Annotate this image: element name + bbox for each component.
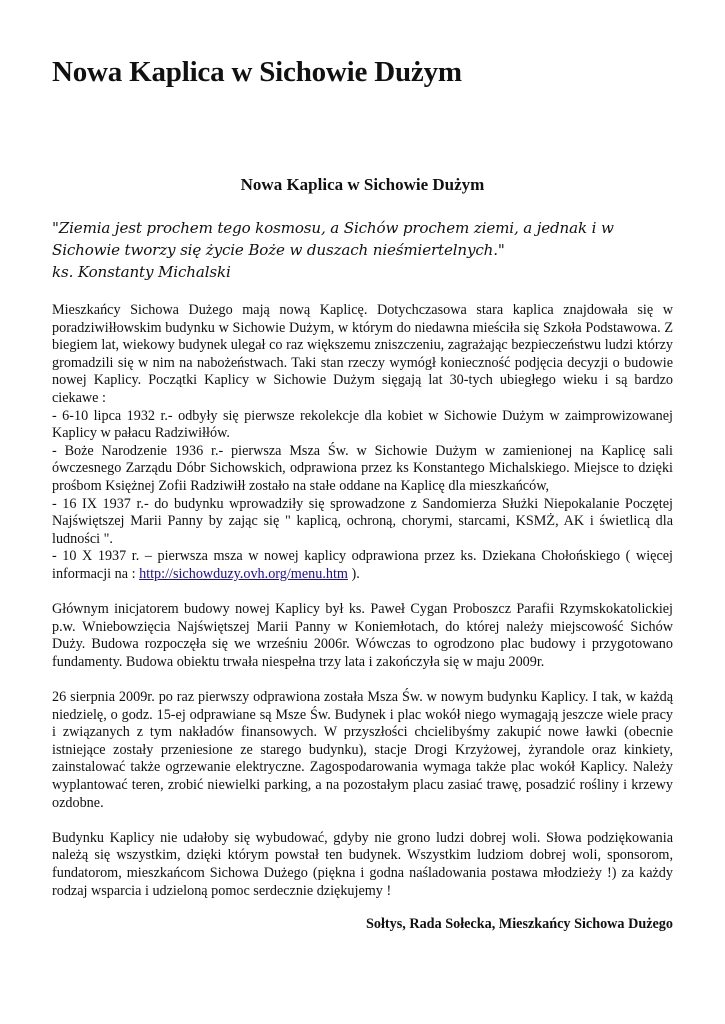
motto-quote — [52, 217, 673, 283]
article-body — [52, 302, 673, 900]
history-item-1936: - Boże Narodzenie 1936 r.- pierwsza Msza Św. w Sichowie Dużym w zamienionej na Kaplicę sali ówczesnego Zarządu Dóbr Sichowskich, odprawiona przez ks Konstantego Michalskiego. Miejsce to dzięki prośbom Księżnej Zofii Radziwiłł zostało na stałe oddane na Kaplicę dla mieszkańców, — [52, 442, 673, 494]
history-item-1937-oct — [52, 548, 673, 583]
construction-paragraph: Głównym inicjatorem budowy nowej Kaplicy był ks. Paweł Cygan Proboszcz Parafii Rzymskokatolickiej p.w. Wniebowzięcia Najświętszej Marii Panny w Koniemłotach, do której należy miejscowość Sichów Duży. Budowa rozpoczęła się we wrześniu 2006r. Wówczas to ogrodzono plac budowy i przygotowano fundamenty. Budowa obiektu trwała niespełna trzy lata i zakończyła się w maju 2009r. — [52, 601, 673, 670]
history-item-1937-oct-end: ). — [347, 565, 360, 582]
signature: Sołtys, Rada Sołecka, Mieszkańcy Sichowa Dużego — [365, 916, 673, 933]
history-item-1937-oct-text: - 10 X 1937 r. – pierwsza msza w nowej kaplicy odprawiona przez ks. Dziekana Chołońskiego ( więcej informacji na : — [52, 548, 673, 582]
history-intro: Mieszkańcy Sichowa Dużego mają nową Kaplicę. Dotychczasowa stara kaplica znajdowała się w poradziwiłłowskim budynku w Sichowie Dużym, w którym do niedawna mieściła się Szkoła Podstawowa. Z biegiem lat, wiekowy budynek ulegał co raz większemu zniszczeniu, zagrażając bezpieczeństwu ludzi którzy gromadzili się w nim na nabożeństwach. Taki stan rzeczy wymógł konieczność podjęcia decyzji o budowie nowej Kaplicy. Początki Kaplicy w Sichowie Dużym sięgają lat 30-tych ubiegłego wieku i są bardzo ciekawe : — [52, 302, 673, 406]
quote-line-2: Sichowie tworzy się życie Boże w duszach nieśmiertelnych." — [52, 241, 505, 259]
history-item-1937-sept: - 16 IX 1937 r.- do budynku wprowadziły się sprowadzone z Sandomierza Służki Niepokalanie Poczętej Najświętszej Marii Panny by zając się " kaplicą, ochroną, chorymi, starcami, KSMŻ, AK i świetlicą dla ludności ". — [52, 495, 673, 547]
page-title: Nowa Kaplica w Sichowie Dużym — [52, 56, 462, 88]
quote-author: ks. Konstanty Michalski — [52, 263, 231, 281]
menu-link[interactable]: http://sichowduzy.ovh.org/menu.htm — [139, 565, 348, 582]
history-paragraph — [52, 302, 673, 584]
thanks-paragraph: Budynku Kaplicy nie udałoby się wybudować, gdyby nie grono ludzi dobrej woli. Słowa podziękowania należą się wszystkim, dzięki którym powstał ten budynek. Wszystkim ludziom dobrej woli, sponsorom, fundatorom, mieszkańcom Sichowa Dużego (piękna i godna naśladowania postawa młodzieży !) za każdy rodzaj wsparcia i udzieloną pomoc serdecznie dziękujemy ! — [52, 829, 673, 899]
quote-line-1: "Ziemia jest prochem tego kosmosu, a Sichów prochem ziemi, a jednak i w — [52, 219, 614, 237]
history-item-1932: - 6-10 lipca 1932 r.- odbyły się pierwsze rekolekcje dla kobiet w Sichowie Dużym w zaimprowizowanej Kaplicy w pałacu Radziwiłłów. — [52, 407, 673, 442]
consecration-paragraph: 26 sierpnia 2009r. po raz pierwszy odprawiona została Msza Św. w nowym budynku Kaplicy. I tak, w każdą niedzielę, o godz. 15-ej odprawiane są Msze Św. Budynek i plac wokół niego wymagają jeszcze wiele pracy i związanych z tym nakładów finansowych. W przyszłości chcielibyśmy zakupić nowe ławki (obecnie istniejące zostały przeniesione ze starego budynku), stacje Drogi Krzyżowej, żyrandole oraz kinkiety, zainstalować także ogrzewanie elektryczne. Zagospodarowania wymaga także plac wokół Kaplicy. Należy wyplantować teren, zrobić niewielki parking, a na pozostałym placu zasiać trawę, posadzić rośliny i krzewy ozdobne. — [52, 689, 673, 811]
article-title: Nowa Kaplica w Sichowie Dużym — [240, 175, 485, 194]
